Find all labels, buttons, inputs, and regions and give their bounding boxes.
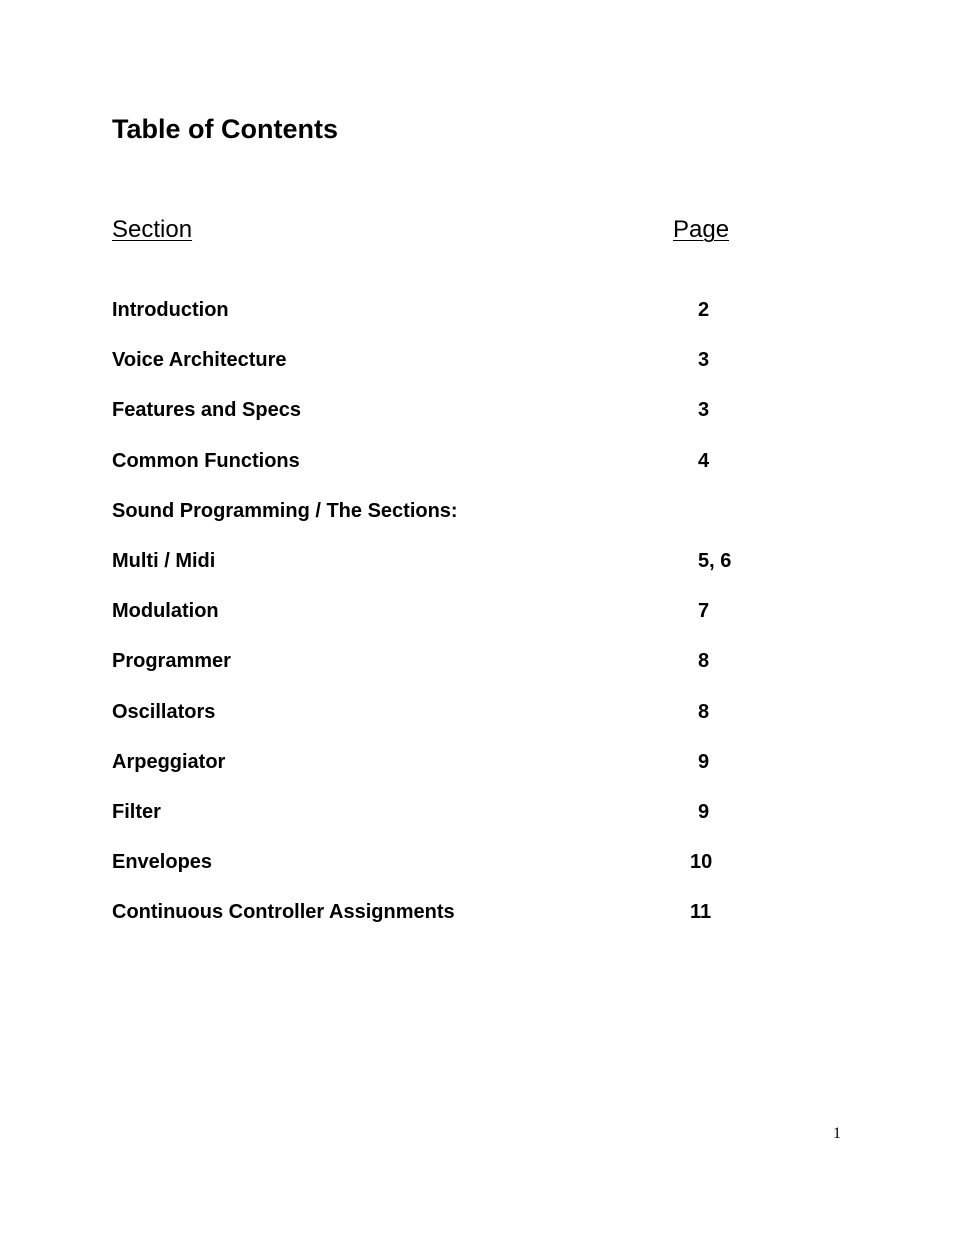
toc-entry-label: Multi / Midi: [112, 549, 216, 572]
toc-row-voice-architecture: [112, 346, 812, 396]
toc-entry-page: 3: [698, 399, 710, 422]
toc-entry-page: 8: [698, 650, 710, 673]
toc-entry-page: 5, 6: [698, 549, 732, 572]
toc-entry-page: 3: [698, 349, 710, 372]
toc-entry-page: 11: [690, 901, 712, 924]
toc-entry-label: Sound Programming / The Sections:: [112, 499, 458, 522]
toc-entry-label: Arpeggiator: [112, 750, 226, 773]
toc-entry-page: 9: [698, 800, 710, 823]
toc-entry-label: Programmer: [112, 650, 231, 673]
toc-list: [112, 296, 812, 948]
toc-row-modulation: [112, 597, 812, 647]
toc-entry-label: Modulation: [112, 600, 219, 623]
toc-entry-label: Continuous Controller Assignments: [112, 901, 455, 924]
toc-entry-label: Common Functions: [112, 449, 300, 472]
toc-row-features-and-specs: [112, 396, 812, 446]
toc-entry-label: Oscillators: [112, 700, 216, 723]
page-column-header: Page: [673, 216, 730, 243]
section-column-header: Section: [112, 216, 193, 243]
page-number: 1: [833, 1125, 841, 1142]
toc-entry-page: 8: [698, 700, 710, 723]
toc-row-envelopes: [112, 848, 812, 898]
toc-entry-page: 2: [698, 299, 710, 321]
toc-row-oscillators: [112, 698, 812, 748]
toc-entry-page: 4: [698, 449, 710, 472]
toc-row-filter: [112, 798, 812, 848]
page-title: Table of Contents: [112, 114, 338, 144]
toc-row-arpeggiator: [112, 748, 812, 798]
toc-entry-label: Envelopes: [112, 851, 213, 874]
toc-entry-page: 7: [698, 600, 710, 623]
toc-row-programmer: [112, 647, 812, 697]
toc-entry-page: 9: [698, 750, 710, 773]
toc-row-common-functions: [112, 447, 812, 497]
toc-entry-label: Voice Architecture: [112, 349, 287, 372]
toc-row-sound-programming: [112, 497, 812, 547]
toc-entry-page: 10: [690, 851, 713, 874]
toc-entry-label: Features and Specs: [112, 399, 301, 422]
toc-entry-label: Filter: [112, 800, 161, 823]
toc-entry-label: Introduction: [112, 299, 229, 321]
toc-row-introduction: [112, 296, 812, 346]
toc-row-multi-midi: [112, 547, 812, 597]
toc-row-continuous-controller-assignments: [112, 898, 812, 948]
